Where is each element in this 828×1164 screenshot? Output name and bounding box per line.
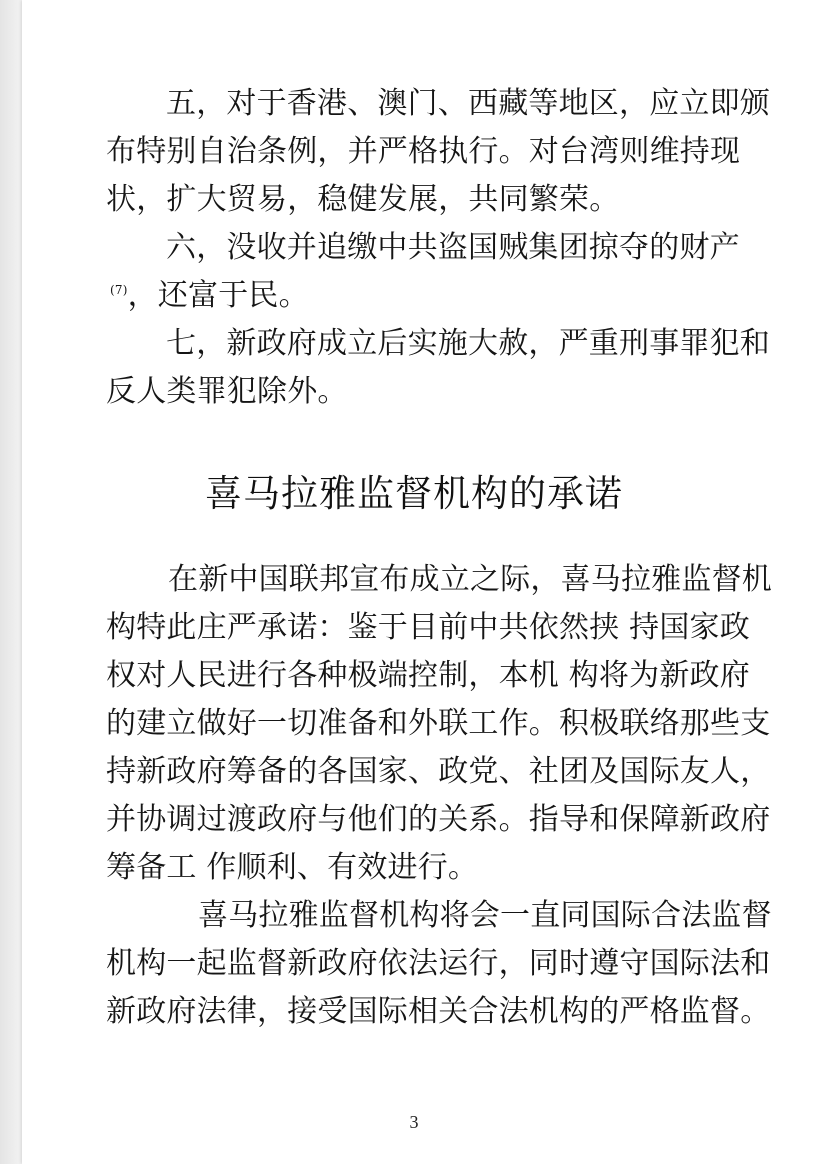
item-six-text-start: 六，没收并追缴中共盗国贼集团掠夺的财产 — [166, 230, 740, 265]
page-edge-shadow — [0, 0, 22, 1164]
paragraph-item-seven: 七，新政府成立后实施大赦，严重刑事罪犯和反人类罪犯除外。 — [106, 326, 770, 409]
commitment-paragraph-two: 喜马拉雅监督机构将会一直同国际合法监督机构一起监督新政府依法运行，同时遵守国际法和新政府法律，接受国际相关合法机构的严格监督。 — [106, 898, 772, 1029]
section-commitment — [106, 556, 776, 1036]
footnote-reference: (7) — [110, 283, 128, 297]
page-number: 3 — [409, 1112, 419, 1132]
section-heading: 喜马拉雅监督机构的承诺 — [205, 472, 623, 515]
paragraph-item-six — [106, 224, 776, 320]
item-six-text-end: ，还富于民。 — [127, 278, 309, 313]
section-policy-items — [106, 80, 776, 416]
commitment-paragraph-one: 在新中国联邦宣布成立之际，喜马拉雅监督机构特此庄严承诺：鉴于目前中共依然挟 持国家政权对人民进行各种极端控制，本机 构将为新政府的建立做好一切准备和外联工作。积极联络那些支持新政府筹备的各国家、政党、社团及国际友人，并协调过渡政府与他们的关系。指导和保障新政府筹备工 作顺利、有效进行。 — [106, 562, 772, 885]
paragraph-item-five: 五，对于香港、澳门、西藏等地区，应立即颁布特别自治条例，并严格执行。对台湾则维持现状，扩大贸易，稳健发展，共同繁荣。 — [106, 86, 770, 217]
